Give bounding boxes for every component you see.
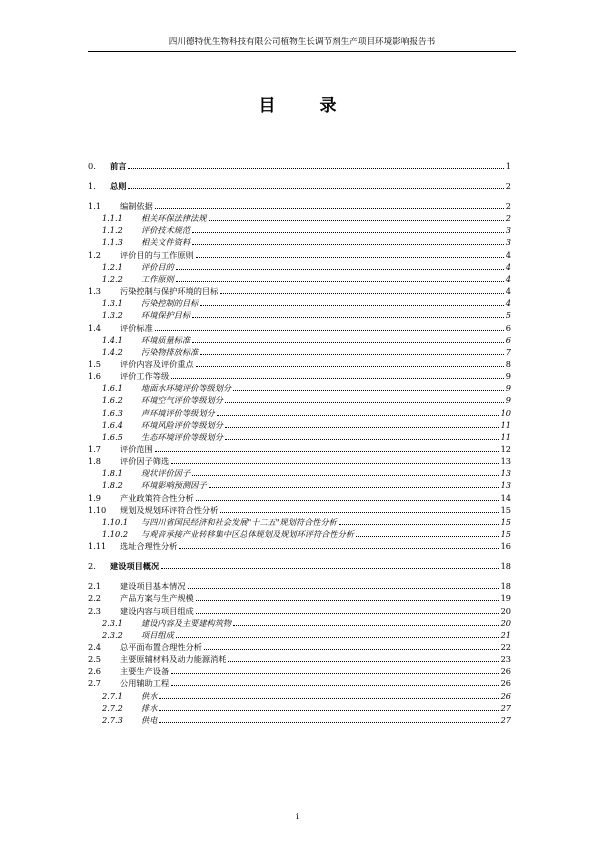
toc-entry-number: 1.10: [88, 504, 107, 515]
dot-leader: [179, 548, 498, 549]
toc-entry[interactable]: [88, 591, 511, 603]
toc-entry[interactable]: [88, 652, 511, 664]
toc-entry[interactable]: [102, 628, 511, 640]
toc-entry-title: 相关环保法律法规: [141, 213, 207, 224]
toc-entry[interactable]: [102, 418, 511, 430]
toc-entry-number: 2.: [88, 561, 96, 572]
toc-entry-page: 9: [505, 383, 511, 394]
toc-entry-page: 18: [500, 561, 511, 572]
toc-entry-number: 1.8: [88, 456, 102, 467]
toc-entry[interactable]: [88, 676, 511, 688]
dot-leader: [159, 710, 498, 711]
toc-entry-number: 2.3.2: [102, 629, 123, 640]
dot-leader: [196, 257, 504, 258]
dot-leader: [128, 168, 503, 169]
toc-entry-title: 规划及规划环评符合性分析: [120, 504, 219, 515]
toc-entry[interactable]: [102, 272, 511, 284]
toc-entry[interactable]: [88, 159, 511, 171]
toc-entry-number: 1.1.3: [102, 237, 123, 248]
toc-entry-number: 1.6.3: [102, 407, 123, 418]
toc-entry-title: 环境影响预测因子: [141, 480, 207, 491]
toc-entry-page: 2: [505, 181, 511, 191]
dot-leader: [128, 188, 503, 189]
toc-entry[interactable]: [102, 515, 511, 527]
dot-leader: [217, 415, 499, 416]
toc-entry-page: 4: [505, 298, 511, 309]
toc-entry[interactable]: [102, 393, 511, 405]
toc-entry-title: 建设内容及主要建构筑物: [141, 617, 232, 628]
toc-entry-number: 1.1.2: [102, 225, 123, 236]
toc-entry[interactable]: [88, 369, 511, 381]
toc-entry-title: 生态环境评价等级划分: [141, 431, 223, 442]
toc-entry-page: 1: [505, 161, 511, 171]
toc-entry-page: 15: [500, 516, 511, 527]
toc-entry-title: 供电: [141, 714, 158, 725]
dot-leader: [176, 269, 504, 270]
page-number: i: [296, 812, 299, 822]
toc-entry-page: 3: [505, 225, 511, 236]
dot-leader: [176, 637, 499, 638]
toc-entry-page: 21: [500, 629, 511, 640]
toc-entry-number: 1.2.1: [102, 261, 123, 272]
toc-entry-title: 地面水环境评价等级划分: [141, 383, 232, 394]
toc-entry-title: 与四川省国民经济和社会发展"十二五"规划符合性分析: [141, 516, 337, 527]
toc-entry-page: 4: [505, 261, 511, 272]
toc-entry-number: 1.1.1: [102, 213, 123, 224]
dot-leader: [233, 390, 504, 391]
toc-entry[interactable]: [88, 503, 511, 515]
toc-entry-title: 评价目的: [141, 261, 174, 272]
toc-entry[interactable]: [102, 235, 511, 247]
toc-entry-title: 公用辅助工程: [120, 678, 170, 689]
dot-leader: [356, 536, 499, 537]
toc-entry[interactable]: [102, 701, 511, 713]
toc-entry-page: 11: [500, 419, 511, 430]
toc-entry-title: 污染物排放标准: [141, 346, 199, 357]
toc-entry[interactable]: [88, 604, 511, 616]
toc-entry-title: 项目组成: [141, 629, 174, 640]
dot-leader: [225, 439, 499, 440]
toc-entry-page: 9: [505, 395, 511, 406]
dot-leader: [196, 613, 499, 614]
dot-leader: [339, 524, 499, 525]
toc-entry-page: 5: [505, 310, 511, 321]
toc-entry-page: 13: [500, 456, 511, 467]
toc-entry[interactable]: [102, 381, 511, 393]
toc-entry-number: 2.4: [88, 641, 102, 652]
toc-entry-page: 26: [500, 690, 511, 701]
dot-leader: [192, 342, 504, 343]
toc-entry-title: 评价内容及评价重点: [120, 358, 194, 369]
toc-entry-number: 1.7: [88, 444, 102, 454]
dot-leader: [225, 402, 504, 403]
toc-entry[interactable]: [88, 664, 511, 676]
toc-entry[interactable]: [88, 640, 511, 652]
dot-leader: [233, 625, 499, 626]
toc-entry-page: 20: [500, 617, 511, 628]
toc-entry-number: 2.7.2: [102, 702, 123, 713]
dot-leader: [220, 512, 498, 513]
toc-entry[interactable]: [102, 616, 511, 628]
toc-entry[interactable]: [88, 357, 511, 369]
dot-leader: [171, 673, 498, 674]
toc-entry-page: 8: [505, 358, 511, 369]
dot-leader: [192, 244, 504, 245]
toc-entry-title: 主要原辅材料及动力能源消耗: [120, 654, 227, 665]
toc-entry-number: 2.7.1: [102, 690, 123, 701]
dot-leader: [200, 305, 503, 306]
toc-entry[interactable]: [102, 308, 511, 320]
toc-entry[interactable]: [88, 539, 511, 551]
dot-leader: [196, 366, 504, 367]
toc-entry-page: 14: [500, 492, 511, 503]
dot-leader: [171, 463, 498, 464]
dot-leader: [171, 685, 498, 686]
dot-leader: [155, 330, 504, 331]
toc-entry[interactable]: [102, 223, 511, 235]
toc-entry-number: 1.8.1: [102, 468, 123, 479]
dot-leader: [225, 427, 499, 428]
toc-entry[interactable]: [102, 689, 511, 701]
dot-leader: [192, 232, 504, 233]
toc-entry-page: 16: [500, 541, 511, 552]
toc-entry-title: 供水: [141, 690, 158, 701]
dot-leader: [196, 500, 499, 501]
toc-entry-title: 总则: [110, 181, 127, 191]
dot-leader: [176, 281, 504, 282]
toc-entry-number: 2.3: [88, 605, 102, 616]
toc-entry-page: 6: [505, 334, 511, 345]
toc-entry-title: 建设内容与项目组成: [120, 605, 194, 616]
toc-entry-number: 1.3.1: [102, 298, 123, 309]
toc-entry-number: 1.6.1: [102, 383, 123, 394]
dot-leader: [209, 220, 504, 221]
toc-entry-title: 建设项目基本情况: [120, 581, 186, 592]
toc-entry-number: 1.4.1: [102, 334, 123, 345]
toc-entry-number: 1.: [88, 181, 96, 191]
toc-entry-title: 主要生产设备: [120, 666, 170, 677]
toc-entry-page: 15: [500, 529, 511, 540]
toc-entry-page: 7: [505, 346, 511, 357]
toc-entry-page: 22: [500, 641, 511, 652]
toc-entry-number: 2.1: [88, 581, 102, 592]
toc-entry[interactable]: [102, 296, 511, 308]
toc-entry-page: 13: [500, 468, 511, 479]
dot-leader: [155, 451, 499, 452]
toc-entry-page: 2: [505, 201, 511, 211]
toc-entry-title: 总平面布置合理性分析: [120, 641, 202, 652]
toc-entry-number: 2.3.1: [102, 617, 123, 628]
toc-entry-page: 11: [500, 431, 511, 442]
page-title: 目录: [258, 96, 381, 116]
toc-entry-number: 1.11: [88, 541, 107, 552]
toc-entry-title: 环境保护目标: [141, 310, 191, 321]
toc-entry[interactable]: [88, 199, 511, 211]
toc-entry-title: 选址合理性分析: [120, 541, 178, 552]
toc-entry-title: 建设项目概况: [110, 561, 160, 572]
toc-entry-title: 污染控制与保护环境的目标: [120, 286, 219, 297]
toc-entry[interactable]: [88, 491, 511, 503]
toc-entry-title: 环境质量标准: [141, 334, 191, 345]
toc-entry-title: 相关文件资料: [141, 237, 191, 248]
toc-entry-title: 评价技术规范: [141, 225, 191, 236]
toc-entry-title: 评价范围: [120, 444, 153, 454]
toc-entry[interactable]: [102, 527, 511, 539]
dot-leader: [220, 293, 504, 294]
toc-entry-title: 产业政策符合性分析: [120, 492, 194, 503]
dot-leader: [209, 487, 499, 488]
toc-entry-page: 19: [500, 593, 511, 604]
dot-leader: [161, 568, 498, 569]
toc-entry-number: 2.5: [88, 654, 102, 665]
toc-entry[interactable]: [88, 579, 511, 591]
toc-entry-page: 4: [505, 286, 511, 297]
toc-entry-number: 1.6.4: [102, 419, 123, 430]
dot-leader: [228, 661, 498, 662]
toc-entry-page: 9: [505, 371, 511, 382]
toc-entry[interactable]: [88, 559, 511, 571]
dot-leader: [159, 698, 498, 699]
toc-entry-title: 产品方案与生产规模: [120, 593, 194, 604]
toc-entry[interactable]: [88, 321, 511, 333]
toc-entry-number: 1.6.5: [102, 431, 123, 442]
toc-entry-number: 2.6: [88, 666, 102, 677]
toc-entry[interactable]: [102, 466, 511, 478]
toc-entry-page: 13: [500, 480, 511, 491]
toc-entry-number: 1.6: [88, 371, 102, 382]
toc-entry-page: 12: [500, 444, 511, 454]
toc-entry-title: 现状评价因子: [141, 468, 191, 479]
toc-entry-number: 1.10.2: [102, 529, 129, 540]
toc-entry[interactable]: [88, 248, 511, 260]
toc-entry-title: 前言: [110, 161, 127, 171]
toc-entry-page: 27: [500, 702, 511, 713]
dot-leader: [171, 378, 504, 379]
dot-leader: [196, 600, 499, 601]
toc-entry[interactable]: [88, 454, 511, 466]
toc-entry-number: 0.: [88, 161, 96, 171]
toc-entry-page: 4: [505, 273, 511, 284]
toc-entry[interactable]: [102, 345, 511, 357]
toc-entry-title: 污染控制的目标: [141, 298, 199, 309]
toc-entry-title: 评价因子筛选: [120, 456, 170, 467]
header-rule: [88, 51, 516, 52]
dot-leader: [159, 722, 498, 723]
dot-leader: [192, 317, 504, 318]
toc-entry-title: 环境风险评价等级划分: [141, 419, 223, 430]
toc-entry-number: 1.3: [88, 286, 102, 297]
dot-leader: [204, 649, 499, 650]
toc-entry-page: 23: [500, 654, 511, 665]
toc-entry-title: 评价标准: [120, 322, 153, 333]
toc-entry-number: 1.8.2: [102, 480, 123, 491]
running-header: 四川德特优生物科技有限公司植物生长调节剂生产项目环境影响报告书: [168, 37, 436, 47]
toc-entry[interactable]: [102, 211, 511, 223]
toc-entry-number: 1.4: [88, 322, 102, 333]
toc-entry-number: 1.2.2: [102, 273, 123, 284]
toc-entry-page: 4: [505, 249, 511, 260]
toc-entry-number: 2.7: [88, 678, 102, 689]
toc-entry-title: 工作原则: [141, 273, 174, 284]
toc-entry-page: 20: [500, 605, 511, 616]
toc-entry[interactable]: [102, 406, 511, 418]
toc-entry[interactable]: [102, 478, 511, 490]
dot-leader: [200, 354, 503, 355]
toc-entry-title: 排水: [141, 702, 158, 713]
toc-entry-number: 1.2: [88, 249, 102, 260]
toc-entry-number: 1.10.1: [102, 516, 129, 527]
toc-entry-number: 2.7.3: [102, 714, 123, 725]
toc-entry-title: 环境空气评价等级划分: [141, 395, 223, 406]
toc-entry-number: 1.1: [88, 201, 102, 211]
toc-entry[interactable]: [88, 179, 511, 191]
toc-entry-number: 1.3.2: [102, 310, 123, 321]
toc-entry-page: 15: [500, 504, 511, 515]
toc-entry[interactable]: [102, 333, 511, 345]
dot-leader: [192, 475, 498, 476]
toc-entry-title: 编制依据: [120, 201, 153, 211]
toc-entry-title: 声环境评价等级划分: [141, 407, 215, 418]
toc-entry-number: 1.5: [88, 358, 102, 369]
toc-entry[interactable]: [102, 430, 511, 442]
toc-entry-number: 1.6.2: [102, 395, 123, 406]
toc-entry-page: 10: [500, 407, 511, 418]
toc-entry-page: 27: [500, 714, 511, 725]
toc-entry-number: 1.4.2: [102, 346, 123, 357]
toc-entry[interactable]: [88, 284, 511, 296]
toc-entry-page: 2: [505, 213, 511, 224]
toc-entry-title: 评价工作等级: [120, 371, 170, 382]
toc-entry-page: 18: [500, 581, 511, 592]
toc-entry-title: 与观音承接产业转移集中区总体规划及规划环评符合性分析: [141, 529, 354, 540]
toc-entry-page: 26: [500, 678, 511, 689]
toc-entry[interactable]: [102, 713, 511, 725]
toc-entry-number: 2.2: [88, 593, 102, 604]
toc-entry[interactable]: [88, 442, 511, 454]
toc-entry-page: 3: [505, 237, 511, 248]
toc-entry-page: 6: [505, 322, 511, 333]
toc-entry-title: 评价目的与工作原则: [120, 249, 194, 260]
toc-entry-page: 26: [500, 666, 511, 677]
toc-entry-number: 1.9: [88, 492, 102, 503]
toc-entry[interactable]: [102, 260, 511, 272]
dot-leader: [155, 208, 504, 209]
dot-leader: [188, 588, 499, 589]
